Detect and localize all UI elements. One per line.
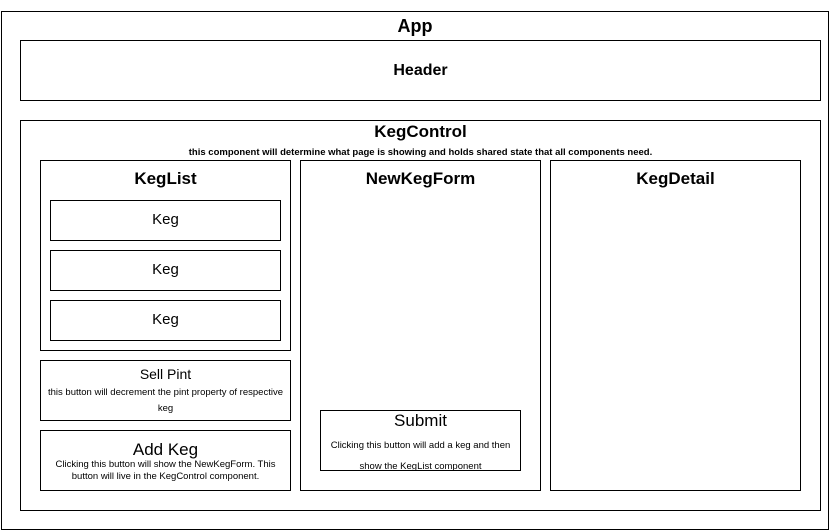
add-keg-button-box [40, 430, 291, 491]
sell-pint-title: Sell Pint [139, 366, 192, 382]
sell-pint-description: this button will decrement the pint property of respective keg [48, 387, 283, 414]
submit-title: Submit [394, 411, 447, 430]
header-component-box [20, 40, 821, 101]
add-keg-title: Add Keg [132, 440, 199, 459]
keg-control-description: this component will determine what page is showing and holds shared state that all components need. [188, 147, 653, 158]
add-keg-description: Clicking this button will show the NewKegForm. This button will live in the KegControl component. [55, 459, 276, 482]
keg-control-title: KegControl [374, 122, 467, 141]
keg-detail-component-box [550, 160, 801, 491]
keg-label: Keg [152, 261, 179, 278]
keg-detail-title: KegDetail [636, 169, 715, 188]
keg-component-box [50, 200, 281, 241]
keg-list-title: KegList [134, 169, 197, 188]
keg-label: Keg [152, 211, 179, 228]
new-keg-form-title: NewKegForm [365, 169, 476, 188]
sell-pint-button-box [40, 360, 291, 421]
keg-component-box [50, 250, 281, 291]
keg-label: Keg [152, 311, 179, 328]
submit-button-box [320, 410, 521, 471]
app-title: App [397, 16, 433, 36]
header-title: Header [393, 62, 448, 79]
keg-component-box [50, 300, 281, 341]
submit-description: Clicking this button will add a keg and then show the KegList component [330, 440, 511, 472]
